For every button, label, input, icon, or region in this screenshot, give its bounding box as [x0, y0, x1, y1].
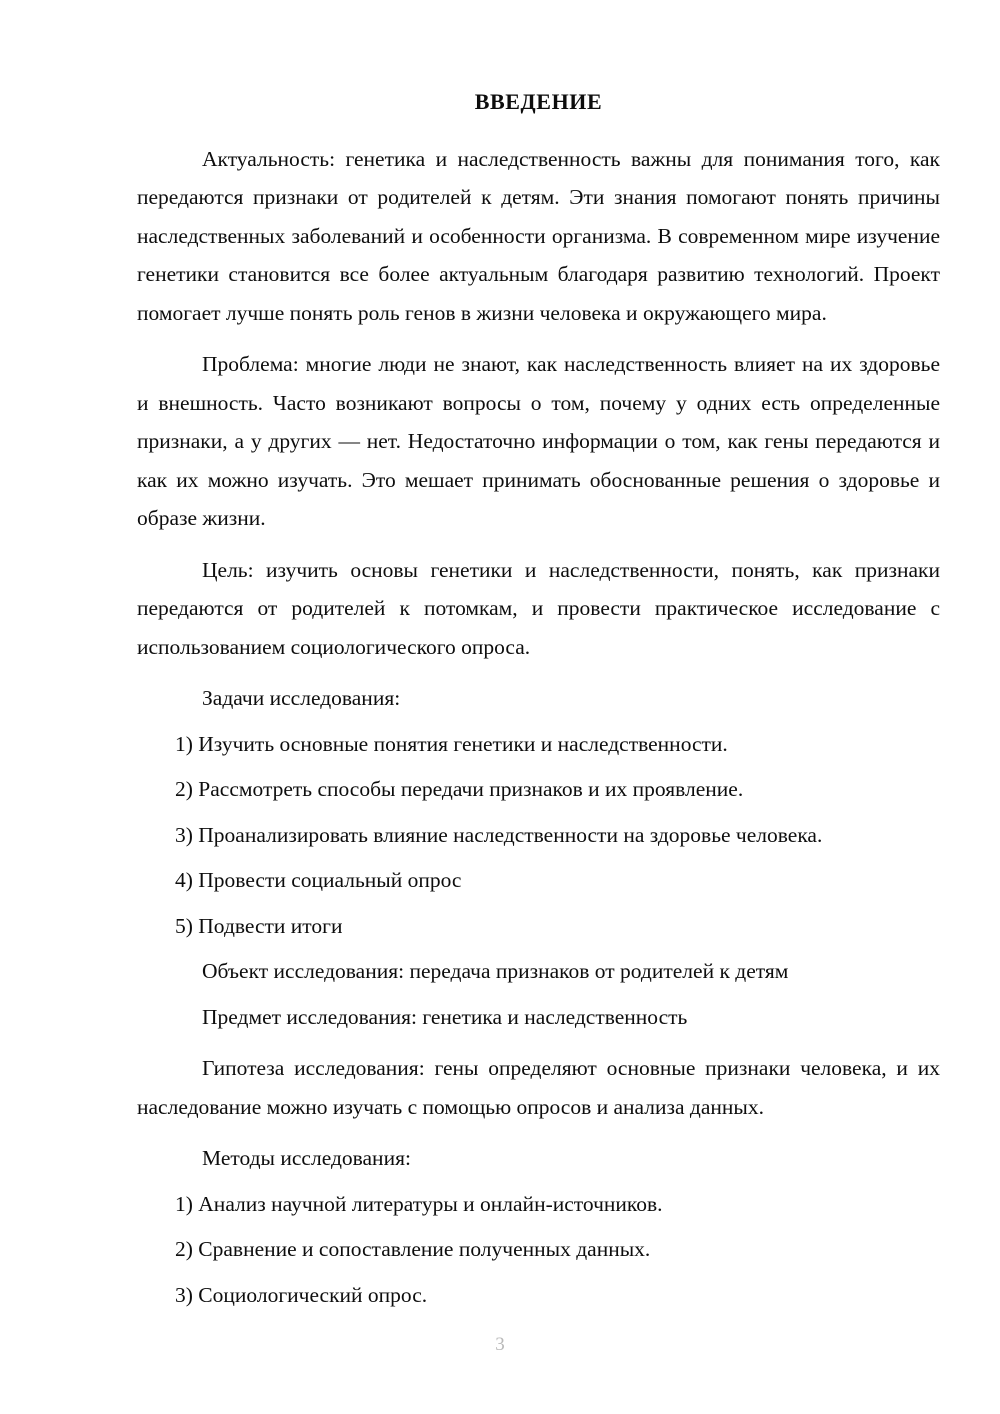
page-title: ВВЕДЕНИЕ	[474, 89, 603, 114]
list-item: 2) Рассмотреть способы передачи признаков и их проявление.	[175, 777, 744, 802]
subject-of-research-line: Предмет исследования: генетика и наследственность	[202, 1004, 688, 1029]
paragraph-problem: Проблема: многие люди не знают, как наследственность влияет на их здоровье и внешность. Часто возникают вопросы о том, почему у одних есть определенные признаки, а у других — нет. Недостаточно информации о том, как гены передаются и как их можно изучать. Это мешает принимать обоснованные решения о здоровье и образе жизни.	[137, 352, 940, 531]
paragraph-goal: Цель: изучить основы генетики и наследственности, понять, как признаки передаются от родителей к потомкам, и провести практическое исследование с использованием социологического опроса.	[137, 557, 940, 659]
list-item: 3) Проанализировать влияние наследственности на здоровье человека.	[175, 822, 823, 847]
page-content	[137, 88, 940, 1321]
methods-list	[137, 1185, 940, 1315]
paragraph-hypothesis: Гипотеза исследования: гены определяют основные признаки человека, и их наследование можно изучать с помощью опросов и анализа данных.	[137, 1056, 940, 1119]
list-item: 1) Анализ научной литературы и онлайн-источников.	[175, 1191, 663, 1216]
object-of-research-line: Объект исследования: передача признаков от родителей к детям	[202, 959, 789, 984]
list-item: 2) Сравнение и сопоставление полученных данных.	[175, 1237, 651, 1262]
list-item: 4) Провести социальный опрос	[175, 868, 462, 893]
list-item: 1) Изучить основные понятия генетики и наследственности.	[175, 731, 728, 756]
list-item: 3) Социологический опрос.	[175, 1282, 428, 1307]
page-number: 3	[495, 1334, 505, 1355]
list-item: 5) Подвести итоги	[175, 913, 343, 938]
paragraph-relevance: Актуальность: генетика и наследственность важны для понимания того, как передаются признаки от родителей к детям. Эти знания помогают понять причины наследственных заболеваний и особенности организма. В современном мире изучение генетики становится все более актуальным благодаря развитию технологий. Проект помогает лучше понять роль генов в жизни человека и окружающего мира.	[137, 146, 940, 325]
methods-heading: Методы исследования:	[202, 1146, 411, 1171]
tasks-heading: Задачи исследования:	[202, 686, 401, 711]
tasks-list	[137, 725, 940, 946]
